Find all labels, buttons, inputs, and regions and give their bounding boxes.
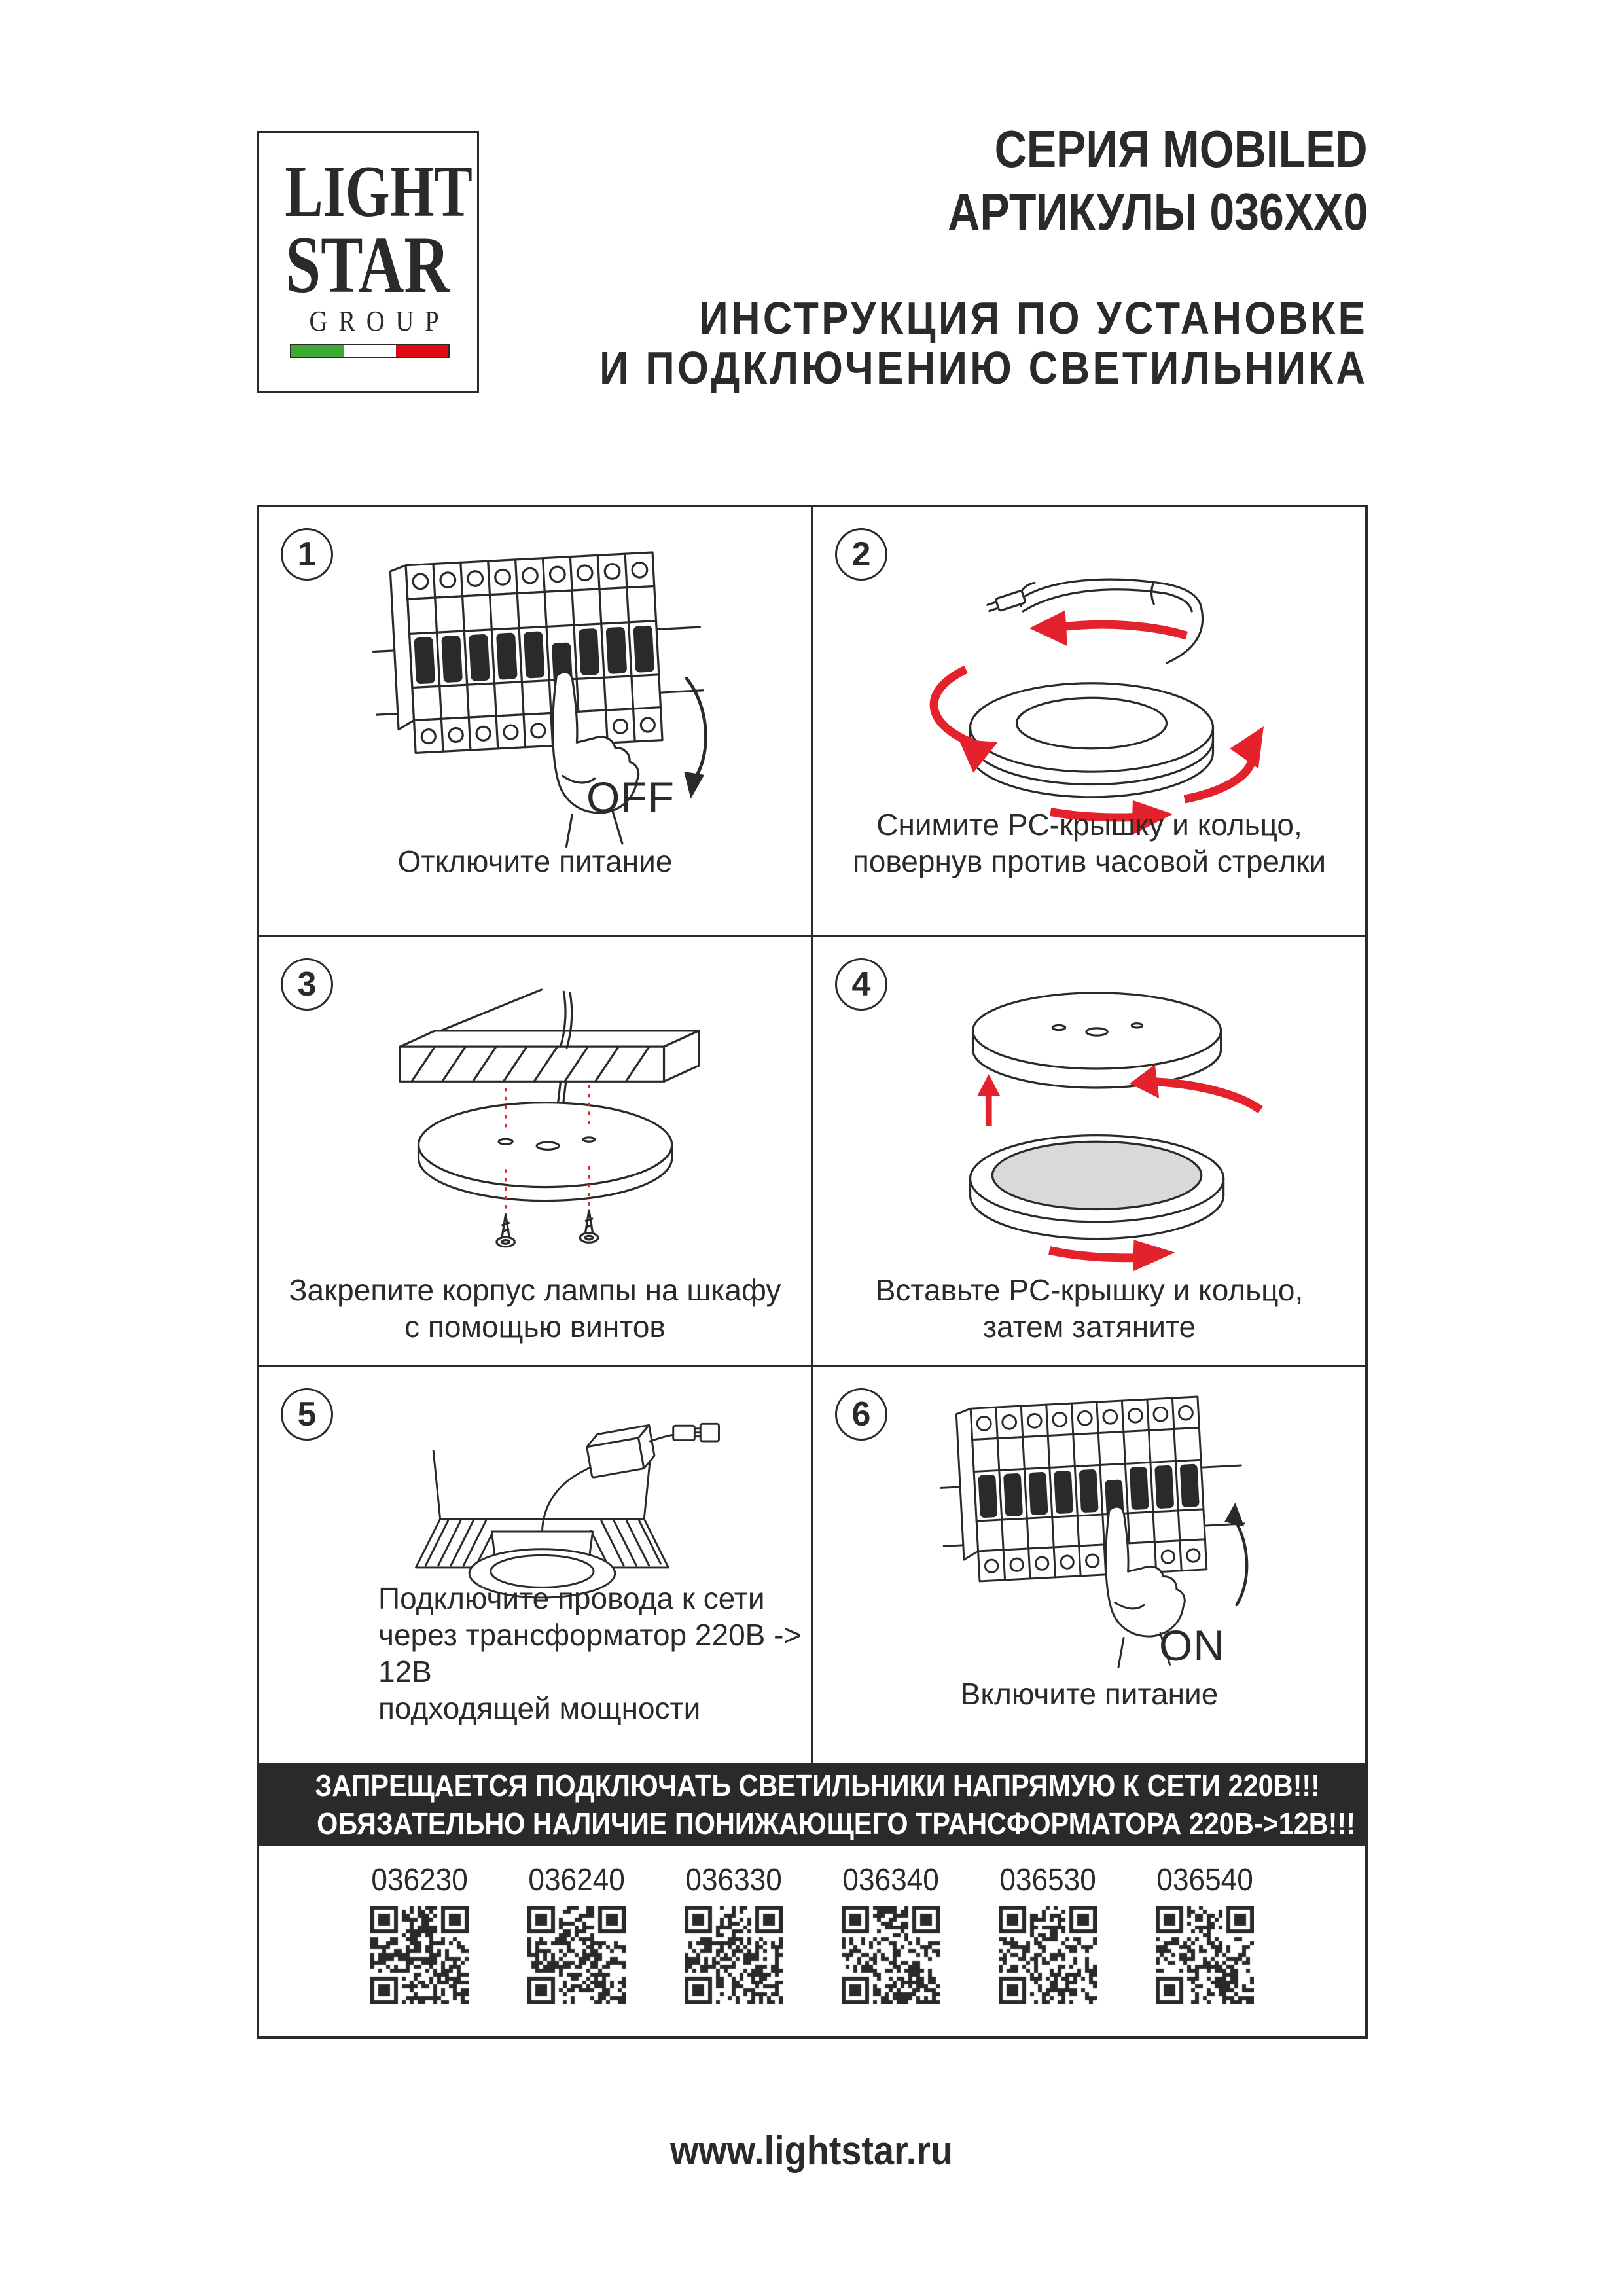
article-number: 036240 (528, 1863, 625, 1897)
page-title-line1: ИНСТРУКЦИЯ ПО УСТАНОВКЕ (699, 293, 1368, 344)
articles-title: АРТИКУЛЫ 036ХХ0 (947, 183, 1368, 241)
step-2-caption: Снимите PC-крышку и кольцо, повернув против часовой стрелки (852, 808, 1327, 878)
step-4-cell (813, 937, 1365, 1365)
step-5-caption: Подключите провода к сети через трансформатор 220В -> 12В подходящей мощности (378, 1581, 802, 1725)
mount-base-illustration (285, 957, 789, 1284)
rotate-down-arrow (687, 677, 708, 778)
breaker-on-illustration (840, 1383, 1344, 1684)
lightstar-logo (257, 131, 479, 393)
article-item (1126, 1861, 1283, 2036)
logo-word-group: GROUP (309, 305, 450, 337)
qr-code (370, 1906, 469, 2004)
italian-flag-bar (290, 344, 450, 358)
step-6-number-badge: 6 (835, 1388, 887, 1441)
logo-word-light: LIGHT (285, 151, 473, 232)
grid-row-3 (259, 1367, 1365, 1763)
grid-row-1 (259, 507, 1365, 937)
step-1-cell (259, 507, 813, 935)
screw-left (497, 1215, 514, 1247)
step-1-caption: Отключите питание (397, 844, 673, 878)
logo-word-star: STAR (285, 220, 450, 310)
cover-ring (971, 1136, 1224, 1239)
warning-line-1: ЗАПРЕЩАЕТСЯ ПОДКЛЮЧАТЬ СВЕТИЛЬНИКИ НАПРЯМУЮ К СЕТИ 220В!!! (315, 1768, 1320, 1803)
screw-right (580, 1210, 597, 1242)
step-6-cell (813, 1367, 1365, 1763)
insert-arrows (977, 1065, 1260, 1126)
cabinet-plank (400, 990, 698, 1081)
qr-code (842, 1906, 940, 2004)
step-4-caption: Вставьте PC-крышку и кольцо, затем затяните (875, 1273, 1304, 1344)
qr-code (527, 1906, 626, 2004)
article-number: 036340 (842, 1863, 939, 1897)
article-item (498, 1861, 655, 2036)
on-label: ON (1159, 1621, 1225, 1670)
attach-cover-illustration (840, 957, 1344, 1284)
article-qr-strip (259, 1846, 1365, 2036)
step-6-caption: Включите питание (960, 1677, 1219, 1711)
page-title-line2: И ПОДКЛЮЧЕНИЮ СВЕТИЛЬНИКА (599, 342, 1368, 393)
flag-green-stripe (291, 345, 344, 357)
article-item (655, 1861, 812, 2036)
flag-red-stripe (396, 345, 448, 357)
wire-connector (673, 1424, 719, 1441)
grid-row-2 (259, 937, 1365, 1367)
rotate-up-arrow (1231, 1514, 1249, 1605)
step-5-cell (259, 1367, 813, 1763)
article-number: 036330 (685, 1863, 782, 1897)
step-3-number-badge: 3 (281, 958, 333, 1011)
step-3-caption: Закрепите корпус лампы на шкафу с помощью винтов (289, 1273, 781, 1344)
lamp-base-disc (973, 993, 1221, 1088)
article-item (969, 1861, 1126, 2036)
tighten-arrow (1049, 1250, 1135, 1257)
article-item (341, 1861, 498, 2036)
qr-code (1156, 1906, 1254, 2004)
website-url: www.lightstar.ru (670, 2128, 953, 2174)
article-item (812, 1861, 969, 2036)
puck-lamp-body (971, 683, 1213, 797)
step-4-number-badge: 4 (835, 958, 887, 1011)
article-number: 036230 (371, 1863, 468, 1897)
cord-plug (986, 590, 1026, 614)
step-5-number-badge: 5 (281, 1388, 333, 1441)
article-number: 036540 (1156, 1863, 1253, 1897)
warning-banner (259, 1763, 1365, 1846)
transformer-out-wire (650, 1435, 676, 1441)
step-2-cell (813, 507, 1365, 935)
qr-code (685, 1906, 783, 2004)
warning-line-2: ОБЯЗАТЕЛЬНО НАЛИЧИЕ ПОНИЖАЮЩЕГО ТРАНСФОРМАТОРА 220В->12В!!! (317, 1806, 1356, 1840)
transformer-box (585, 1425, 656, 1477)
series-title: СЕРИЯ MOBILED (994, 120, 1368, 178)
qr-code (999, 1906, 1097, 2004)
puck-lamp-unscrew-illustration (840, 527, 1344, 854)
flag-white-stripe (344, 345, 396, 357)
step-1-number-badge: 1 (281, 528, 333, 581)
lamp-base-disc (419, 1103, 672, 1201)
off-label: OFF (586, 773, 675, 821)
step-3-cell (259, 937, 813, 1365)
step-2-number-badge: 2 (835, 528, 887, 581)
steps-grid (257, 505, 1368, 2039)
breaker-off-illustration (285, 527, 789, 854)
article-number: 036530 (999, 1863, 1096, 1897)
